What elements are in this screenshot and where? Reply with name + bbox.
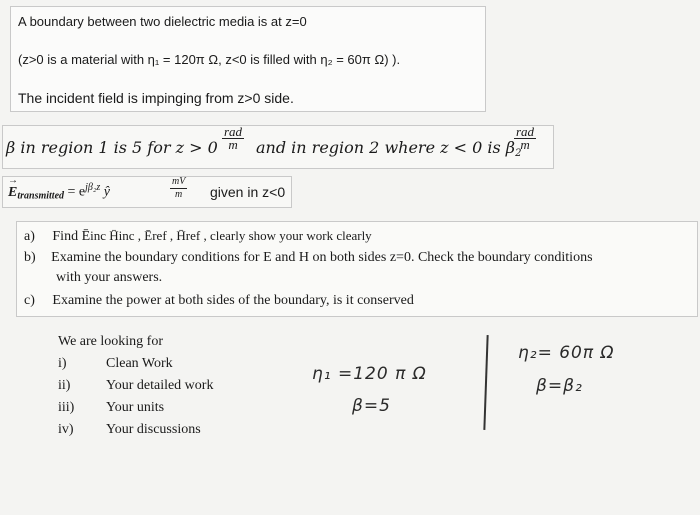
beta-text-a: β in region 1 is 5 for z > 0	[6, 138, 218, 157]
etrans-unit-num: mV	[172, 176, 186, 187]
looking-item-3-num: iii)	[58, 400, 75, 415]
hand-right-line-2: β=β₂	[536, 376, 583, 396]
etrans-expr: = e	[67, 184, 86, 200]
etrans-vec: ŷ	[103, 184, 110, 200]
task-c-marker: c)	[24, 293, 35, 308]
task-a-rest: inc H̄inc , Ēref , H̄ref , clearly show your work clearly	[90, 228, 372, 243]
looking-item-2	[58, 378, 213, 394]
beta-unit-2-den: m	[520, 137, 530, 152]
task-c-text: Examine the power at both sides of the boundary, is it conserved	[52, 293, 414, 308]
hand-divider	[483, 335, 488, 430]
looking-item-1	[58, 356, 173, 372]
etrans-unit-den: m	[175, 189, 183, 200]
beta-text-b	[256, 138, 521, 159]
looking-item-2-label: Your detailed work	[106, 378, 214, 393]
etrans-unit	[170, 176, 187, 201]
task-b	[24, 250, 593, 266]
looking-item-4-num: iv)	[58, 422, 74, 437]
problem-line-3: The incident field is impinging from z>0 side.	[18, 90, 294, 106]
looking-item-2-num: ii)	[58, 378, 71, 393]
beta-unit-1	[222, 126, 244, 151]
looking-title: We are looking for	[58, 334, 163, 349]
task-b-cont: with your answers.	[56, 270, 163, 285]
beta-unit-1-num: rad	[224, 124, 243, 139]
task-c	[24, 293, 414, 309]
looking-item-1-num: i)	[58, 356, 67, 371]
beta-unit-1-den: m	[228, 137, 238, 152]
task-b-marker: b)	[24, 250, 36, 265]
beta-unit-2	[514, 126, 536, 151]
problem-line-1: A boundary between two dielectric media is at z=0	[18, 14, 307, 29]
problem-line-2: (z>0 is a material with η₁ = 120π Ω, z<0 is filled with η₂ = 60π Ω) ).	[18, 52, 401, 67]
beta-text-b-main: and in region 2 where z < 0 is β	[256, 138, 516, 157]
beta-sub-2: 2	[515, 148, 522, 159]
looking-item-3-label: Your units	[106, 400, 165, 415]
task-b-text: Examine the boundary conditions for E and H on both sides z=0. Check the boundary conditions	[51, 250, 593, 265]
etrans-label: → E	[8, 185, 17, 201]
etrans-expression	[8, 182, 110, 202]
etrans-given: given in z<0	[210, 184, 286, 200]
looking-item-1-label: Clean Work	[106, 356, 173, 371]
looking-item-4-label: Your discussions	[106, 422, 201, 437]
task-a-marker: a)	[24, 229, 35, 244]
task-a-text: Find Ē	[52, 229, 91, 244]
looking-item-3	[58, 400, 164, 416]
hand-left-line-2: β=5	[352, 396, 391, 416]
etrans-exp: jβ₂z	[85, 182, 101, 193]
task-a	[24, 228, 372, 245]
etrans-sub: transmitted	[17, 190, 65, 202]
looking-item-4	[58, 422, 201, 438]
hand-left-line-1: η₁ =120 π Ω	[312, 364, 427, 384]
hand-right-line-1: η₂= 60π Ω	[518, 343, 615, 363]
beta-unit-2-num: rad	[516, 124, 535, 139]
